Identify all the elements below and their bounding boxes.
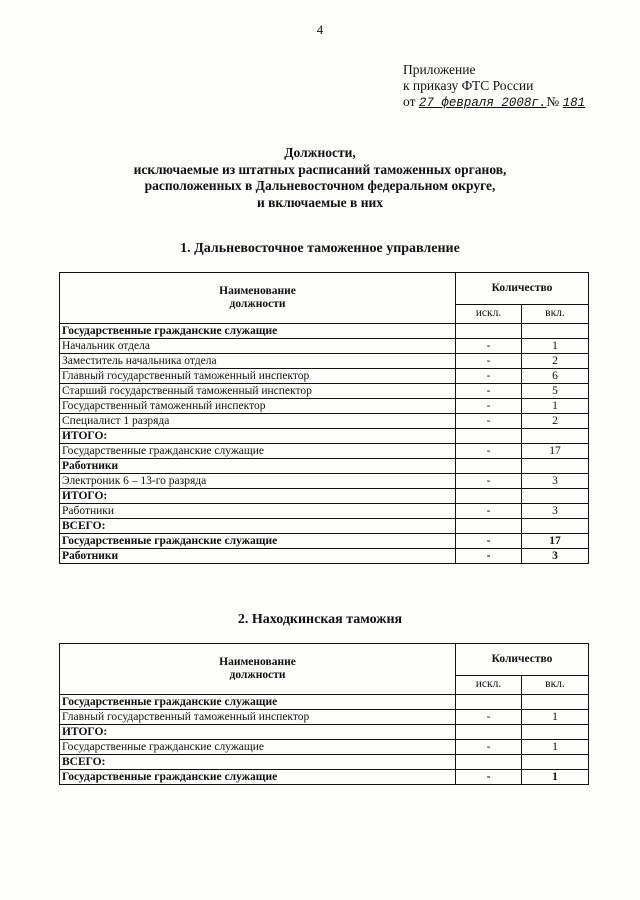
column-header-quantity: Количество xyxy=(456,273,589,305)
excluded-cell: - xyxy=(456,770,522,785)
section1-table xyxy=(59,272,589,564)
section2-table-body xyxy=(60,695,589,785)
included-cell xyxy=(522,755,589,770)
included-cell: 17 xyxy=(522,444,589,459)
title-line4: и включаемые в них xyxy=(256,194,384,210)
included-cell: 1 xyxy=(522,740,589,755)
position-name-cell: Государственные гражданские служащие xyxy=(60,444,456,459)
position-name-cell: Электроник 6 – 13-го разряда xyxy=(60,474,456,489)
included-cell: 3 xyxy=(522,549,589,564)
table-row xyxy=(60,710,589,725)
excluded-cell: - xyxy=(456,504,522,519)
column-header-name xyxy=(60,644,456,695)
excluded-cell: - xyxy=(456,740,522,755)
position-name-cell: Работники xyxy=(60,549,456,564)
included-cell xyxy=(522,519,589,534)
excluded-cell xyxy=(456,324,522,339)
table-row xyxy=(60,549,589,564)
section1-heading: 1. Дальневосточное таможенное управление xyxy=(180,241,460,256)
included-cell: 3 xyxy=(522,474,589,489)
table-row xyxy=(60,725,589,740)
position-name-cell: Заместитель начальника отдела xyxy=(60,354,456,369)
position-name-cell: Государственные гражданские служащие xyxy=(60,740,456,755)
position-name-cell: Специалист 1 разряда xyxy=(60,414,456,429)
table-row xyxy=(60,369,589,384)
excluded-cell xyxy=(456,429,522,444)
included-cell: 1 xyxy=(522,710,589,725)
section2-heading: 2. Находкинская таможня xyxy=(237,612,403,627)
title-line3: расположенных в Дальневосточном федеральном округе, xyxy=(144,178,496,193)
table-row xyxy=(60,339,589,354)
excluded-cell: - xyxy=(456,384,522,399)
position-name-cell: Главный государственный таможенный инспектор xyxy=(60,369,456,384)
table-row xyxy=(60,459,589,474)
included-cell: 1 xyxy=(522,770,589,785)
column-header-excluded: искл. xyxy=(456,304,522,323)
appendix-block xyxy=(403,62,585,111)
included-cell xyxy=(522,429,589,444)
included-cell: 2 xyxy=(522,354,589,369)
handwritten-date: 27 февраля 2008г. xyxy=(418,96,547,110)
included-cell xyxy=(522,459,589,474)
position-name-cell: ИТОГО: xyxy=(60,489,456,504)
section2-table xyxy=(59,643,589,785)
position-name-cell: Государственные гражданские служащие xyxy=(60,695,456,710)
position-name-cell: Работники xyxy=(60,459,456,474)
excluded-cell xyxy=(456,519,522,534)
excluded-cell: - xyxy=(456,414,522,429)
excluded-cell xyxy=(456,695,522,710)
included-cell: 2 xyxy=(522,414,589,429)
excluded-cell: - xyxy=(456,534,522,549)
table-row xyxy=(60,384,589,399)
table-row xyxy=(60,755,589,770)
number-prefix: № xyxy=(546,94,563,109)
excluded-cell xyxy=(456,755,522,770)
column-header-included: вкл. xyxy=(522,304,589,323)
included-cell xyxy=(522,489,589,504)
table-row xyxy=(60,534,589,549)
excluded-cell: - xyxy=(456,339,522,354)
included-cell: 3 xyxy=(522,504,589,519)
table-row xyxy=(60,770,589,785)
excluded-cell: - xyxy=(456,444,522,459)
appendix-line1: Приложение xyxy=(403,62,476,77)
position-name-cell: Государственный таможенный инспектор xyxy=(60,399,456,414)
position-name-cell: Государственные гражданские служащие xyxy=(60,324,456,339)
column-header-name xyxy=(60,273,456,324)
header-name-line2: должности xyxy=(229,298,286,310)
column-header-quantity: Количество xyxy=(456,644,589,676)
table-row xyxy=(60,489,589,504)
table-row xyxy=(60,324,589,339)
excluded-cell xyxy=(456,459,522,474)
position-name-cell: ВСЕГО: xyxy=(60,519,456,534)
included-cell: 5 xyxy=(522,384,589,399)
page-number: 4 xyxy=(316,22,324,37)
position-name-cell: ИТОГО: xyxy=(60,725,456,740)
table-row xyxy=(60,740,589,755)
excluded-cell: - xyxy=(456,399,522,414)
included-cell: 17 xyxy=(522,534,589,549)
column-header-excluded: искл. xyxy=(456,675,522,694)
table-row xyxy=(60,474,589,489)
title-line2: исключаемые из штатных расписаний таможенных органов, xyxy=(133,161,507,177)
section1-table-body xyxy=(60,324,589,564)
table-row xyxy=(60,504,589,519)
column-header-included: вкл. xyxy=(522,675,589,694)
header-name-line1: Наименование xyxy=(219,285,296,297)
appendix-line2: к приказу ФТС России xyxy=(403,78,534,93)
excluded-cell: - xyxy=(456,474,522,489)
position-name-cell: Главный государственный таможенный инспектор xyxy=(60,710,456,725)
included-cell xyxy=(522,725,589,740)
position-name-cell: Старший государственный таможенный инспектор xyxy=(60,384,456,399)
included-cell xyxy=(522,695,589,710)
position-name-cell: Государственные гражданские служащие xyxy=(60,770,456,785)
position-name-cell: Начальник отдела xyxy=(60,339,456,354)
position-name-cell: Государственные гражданские служащие xyxy=(60,534,456,549)
table-row xyxy=(60,695,589,710)
position-name-cell: ИТОГО: xyxy=(60,429,456,444)
position-name-cell: ВСЕГО: xyxy=(60,755,456,770)
excluded-cell: - xyxy=(456,549,522,564)
excluded-cell xyxy=(456,489,522,504)
table-row xyxy=(60,354,589,369)
table-row xyxy=(60,429,589,444)
included-cell: 1 xyxy=(522,399,589,414)
included-cell xyxy=(522,324,589,339)
table-row xyxy=(60,519,589,534)
handwritten-number: 181 xyxy=(562,96,586,110)
title-line1: Должности, xyxy=(284,145,356,160)
document-title xyxy=(0,145,640,211)
table-row xyxy=(60,399,589,414)
table-row xyxy=(60,444,589,459)
excluded-cell: - xyxy=(456,710,522,725)
position-name-cell: Работники xyxy=(60,504,456,519)
header-name-line2: должности xyxy=(229,669,286,681)
excluded-cell: - xyxy=(456,354,522,369)
included-cell: 6 xyxy=(522,369,589,384)
table-row xyxy=(60,414,589,429)
excluded-cell xyxy=(456,725,522,740)
excluded-cell: - xyxy=(456,369,522,384)
header-name-line1: Наименование xyxy=(219,656,296,668)
appendix-date-line xyxy=(403,94,585,111)
included-cell: 1 xyxy=(522,339,589,354)
date-prefix: от xyxy=(403,94,419,109)
